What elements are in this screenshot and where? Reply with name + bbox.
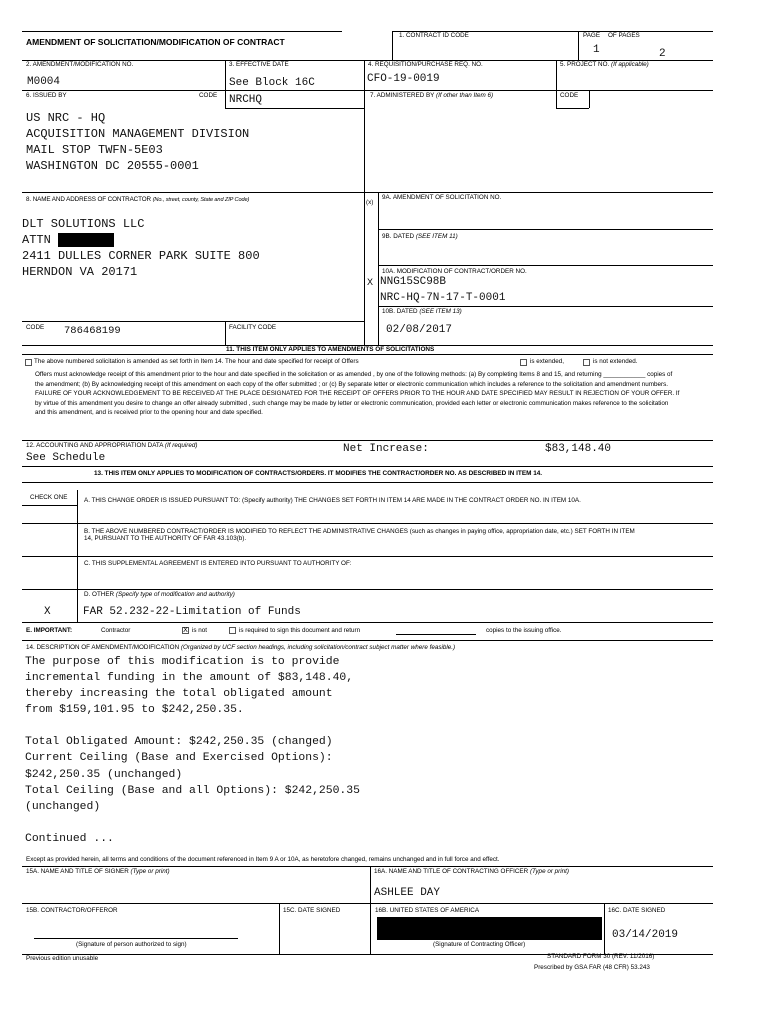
effective-date-label: 3. EFFECTIVE DATE bbox=[229, 61, 289, 68]
description-line: The purpose of this modification is to provide bbox=[25, 656, 340, 668]
form-border bbox=[378, 229, 713, 230]
form-border bbox=[22, 31, 342, 32]
facility-code-label: FACILITY CODE bbox=[229, 324, 277, 331]
contract-id-code-label: 1. CONTRACT ID CODE bbox=[399, 32, 469, 39]
issued-by-code: NRCHQ bbox=[229, 94, 263, 106]
is-required-checkbox[interactable] bbox=[229, 627, 236, 634]
contractor-address bbox=[22, 216, 260, 280]
form-border bbox=[225, 90, 226, 108]
not-extended-label: is not extended. bbox=[593, 358, 638, 365]
requisition-no-value: CFO-19-0019 bbox=[367, 73, 440, 85]
modification-dated-value: 02/08/2017 bbox=[386, 324, 453, 336]
form-border bbox=[378, 265, 713, 266]
page-number: 1 bbox=[593, 44, 600, 56]
contractor-city: HERNDON VA 20171 bbox=[22, 265, 138, 279]
issuer-line: ACQUISITION MANAGEMENT DIVISION bbox=[26, 127, 250, 141]
item13-option-a: A. THIS CHANGE ORDER IS ISSUED PURSUANT TO: (Specify authority) THE CHANGES SET FORTH IN ITEM 14 ARE MADE IN THE CONTRACT ORDER NO. IN ITEM 10A. bbox=[84, 497, 581, 504]
contractor-attn: ATTN bbox=[22, 233, 51, 247]
officer-date-signed-value: 03/14/2019 bbox=[612, 929, 679, 941]
requisition-no-label: 4. REQUISITION/PURCHASE REQ. NO. bbox=[368, 61, 483, 68]
form-border bbox=[578, 31, 579, 60]
form-border bbox=[589, 90, 590, 108]
description-line: incremental funding in the amount of $83,148.40, bbox=[25, 672, 354, 685]
item11-header: 11. THIS ITEM ONLY APPLIES TO AMENDMENTS OF SOLICITATIONS bbox=[226, 346, 435, 353]
description-label: 14. DESCRIPTION OF AMENDMENT/MODIFICATION (Organized by UCF section headings, including solicitation/contract subject matter where feasible.) bbox=[26, 644, 456, 651]
form-border bbox=[22, 556, 713, 557]
form-border bbox=[22, 482, 713, 483]
form-border bbox=[22, 622, 713, 623]
contract-no-value: NNG15SC98B bbox=[380, 276, 447, 288]
officer-signature-caption: (Signature of Contracting Officer) bbox=[433, 941, 526, 948]
net-increase-value: $83,148.40 bbox=[545, 443, 612, 455]
contractor-signature-line bbox=[34, 938, 238, 939]
administered-by-label: 7. ADMINISTERED BY (If other than Item 6) bbox=[370, 92, 494, 99]
option-d-x-mark: X bbox=[44, 606, 51, 618]
description-line: from $159,101.95 to $242,250.35. bbox=[25, 704, 244, 717]
description-line: Current Ceiling (Base and Exercised Options): bbox=[25, 752, 333, 765]
description-line: (unchanged) bbox=[25, 800, 101, 813]
issued-by-label: 6. ISSUED BY bbox=[26, 92, 67, 99]
form-border bbox=[22, 354, 713, 355]
contractor-code-value: 786468199 bbox=[64, 325, 121, 337]
amended-checkbox[interactable] bbox=[25, 359, 32, 366]
issuer-line: MAIL STOP TWFN-5E03 bbox=[26, 143, 163, 157]
option-d-authority: FAR 52.232-22-Limitation of Funds bbox=[83, 606, 301, 618]
redaction-box bbox=[377, 917, 602, 939]
description-text bbox=[25, 654, 360, 847]
contractor-date-signed-label: 15C. DATE SIGNED bbox=[283, 907, 341, 914]
check-one-label: CHECK ONE bbox=[30, 494, 68, 501]
modification-x-mark: X bbox=[367, 277, 374, 287]
x-column-label: (x) bbox=[366, 199, 374, 206]
form-border bbox=[22, 440, 713, 441]
form-border bbox=[556, 90, 557, 108]
form-border bbox=[370, 866, 371, 954]
form-border bbox=[22, 903, 713, 904]
issuer-line: US NRC - HQ bbox=[26, 111, 106, 125]
is-not-label: is not bbox=[192, 627, 208, 634]
amendment-no-label: 2. AMENDMENT/MODIFICATION NO. bbox=[26, 61, 134, 68]
form-border bbox=[556, 60, 557, 90]
united-states-label: 16B. UNITED STATES OF AMERICA bbox=[375, 907, 480, 914]
effective-date-value: See Block 16C bbox=[229, 77, 315, 89]
form-border bbox=[604, 903, 605, 954]
total-pages: 2 bbox=[659, 48, 666, 60]
description-line: Total Ceiling (Base and all Options): $242,250.35 bbox=[25, 784, 360, 797]
extended-checkbox[interactable] bbox=[520, 359, 527, 366]
form-title: AMENDMENT OF SOLICITATION/MODIFICATION OF CONTRACT bbox=[26, 37, 285, 47]
form-border bbox=[378, 306, 713, 307]
issuer-line: WASHINGTON DC 20555-0001 bbox=[26, 159, 199, 173]
net-increase-label: Net Increase: bbox=[343, 443, 429, 455]
contracting-officer-label: 16A. NAME AND TITLE OF CONTRACTING OFFICER (Type or print) bbox=[374, 868, 570, 875]
contractor-address-label: 8. NAME AND ADDRESS OF CONTRACTOR (No., street, county, State and ZIP Code) bbox=[26, 196, 250, 203]
form-border bbox=[22, 505, 77, 506]
item13-header: 13. THIS ITEM ONLY APPLIES TO MODIFICATION OF CONTRACTS/ORDERS. IT MODIFIES THE CONTRACT/ORDER NO. AS DESCRIBED IN ITEM 14. bbox=[94, 470, 543, 477]
description-line: thereby increasing the total obligated amount bbox=[25, 688, 333, 701]
is-not-checkbox[interactable]: X bbox=[183, 627, 188, 634]
item13-option-b: B. THE ABOVE NUMBERED CONTRACT/ORDER IS MODIFIED TO REFLECT THE ADMINISTRATIVE CHANGES (such as changes in paying office, appropriation date, etc.) SET FORTH IN ITEM 14, PURSUANT TO THE AUTHORITY OF FAR 43.103(b). bbox=[84, 528, 635, 542]
officer-signature-line bbox=[377, 939, 602, 940]
contractor-street: 2411 DULLES CORNER PARK SUITE 800 bbox=[22, 249, 260, 263]
is-required-label: is required to sign this document and return bbox=[239, 627, 361, 634]
officer-date-signed-label: 16C. DATE SIGNED bbox=[608, 907, 666, 914]
form-border bbox=[22, 466, 713, 467]
form-border bbox=[22, 523, 713, 524]
form-border bbox=[279, 903, 280, 954]
important-contractor: Contractor bbox=[101, 627, 131, 634]
accounting-data-label: 12. ACCOUNTING AND APPROPRIATION DATA (If required) bbox=[26, 442, 198, 449]
issued-by-code-label: CODE bbox=[199, 92, 218, 99]
item13-option-c: C. THIS SUPPLEMENTAL AGREEMENT IS ENTERED INTO PURSUANT TO AUTHORITY OF: bbox=[84, 560, 352, 567]
contracting-officer-name: ASHLEE DAY bbox=[374, 887, 441, 899]
form-border bbox=[22, 192, 713, 193]
contractor-offeror-label: 15B. CONTRACTOR/OFFEROR bbox=[26, 907, 118, 914]
description-line: Continued ... bbox=[25, 832, 114, 845]
copies-label: copies to the issuing office. bbox=[486, 627, 562, 634]
except-provided-text: Except as provided herein, all terms and conditions of the document referenced in Item 9 A or 10A, as heretofore changed, remains unchanged and in full force and effect. bbox=[26, 856, 500, 863]
prescribed-by: Prescribed by GSA FAR (48 CFR) 53.243 bbox=[534, 964, 650, 971]
description-line bbox=[25, 718, 360, 734]
accounting-data-value: See Schedule bbox=[26, 452, 106, 464]
project-no-label: 5. PROJECT NO. (If applicable) bbox=[560, 61, 649, 68]
contractor-name: DLT SOLUTIONS LLC bbox=[22, 217, 145, 231]
form-border bbox=[22, 589, 713, 590]
form-border bbox=[225, 321, 226, 345]
standard-form-id: STANDARD FORM 30 (REV. 11/2016) bbox=[547, 953, 655, 960]
form-border bbox=[364, 60, 365, 345]
signer-name-label: 15A. NAME AND TITLE OF SIGNER (Type or print) bbox=[26, 868, 170, 875]
administered-by-code-label: CODE bbox=[560, 92, 579, 99]
form-border bbox=[225, 60, 226, 90]
amendment-no-value: M0004 bbox=[27, 76, 61, 88]
contractor-signature-caption: (Signature of person authorized to sign) bbox=[76, 941, 187, 948]
page-label: PAGE bbox=[583, 32, 601, 39]
form-border bbox=[378, 192, 379, 345]
order-no-value: NRC-HQ-7N-17-T-0001 bbox=[380, 292, 506, 304]
not-extended-checkbox[interactable] bbox=[583, 359, 590, 366]
item11-instructions: Offers must acknowledge receipt of this amendment prior to the hour and date specified in the solicitation or as amended , by one of the following methods: (a) By completing Items 8 and 15, and returning ____________ copies of the amendment; (b) By acknowledging receipt of this amendment on each copy of the offer submitted ; or (c) By separate letter or electronic communication which includes a reference to the solicitation and amendment numbers. FAILURE OF YOUR ACKNOWLEDGEMENT TO BE RECEIVED AT THE PLACE DESIGNATED FOR THE RECEIPT OF OFFERS PRIOR TO THE HOUR AND DATE SPECIFIED MAY RESULT IN REJECTION OF YOUR OFFER. If by virtue of this amendment you desire to change an offer already submitted , such change may be made by letter or electronic communication, provided each letter or electronic communication makes reference to the solicitation and this amendment, and is received prior to the opening hour and date specified. bbox=[35, 371, 680, 417]
item11-text: The above numbered solicitation is amended as set forth in Item 14. The hour and date specified for receipt of Offers bbox=[34, 358, 359, 365]
form-border bbox=[22, 640, 713, 641]
contractor-code-label: CODE bbox=[26, 324, 45, 331]
description-line bbox=[25, 815, 360, 831]
form-border bbox=[22, 866, 713, 867]
copies-blank bbox=[396, 634, 476, 635]
of-pages-label: OF PAGES bbox=[608, 32, 640, 39]
solicitation-dated-label: 9B. DATED (SEE ITEM 11) bbox=[382, 233, 458, 240]
redaction-box bbox=[58, 233, 114, 247]
description-line: $242,250.35 (unchanged) bbox=[25, 768, 183, 781]
previous-edition-note: Previous edition unusable bbox=[26, 955, 99, 962]
form-border bbox=[225, 108, 364, 109]
description-line: Total Obligated Amount: $242,250.35 (changed) bbox=[25, 736, 333, 749]
item13-option-d: D. OTHER (Specify type of modification and authority) bbox=[84, 591, 235, 598]
form-border bbox=[22, 90, 713, 91]
form-border bbox=[392, 31, 393, 60]
important-label: E. IMPORTANT: bbox=[26, 627, 73, 634]
modification-of-contract-label: 10A. MODIFICATION OF CONTRACT/ORDER NO. bbox=[382, 268, 527, 275]
form-border bbox=[556, 108, 589, 109]
modification-dated-label: 10B. DATED (SEE ITEM 13) bbox=[382, 308, 462, 315]
issuer-address bbox=[26, 110, 249, 174]
amendment-of-solicitation-label: 9A. AMENDMENT OF SOLICITATION NO. bbox=[382, 194, 502, 201]
extended-label: is extended, bbox=[530, 358, 564, 365]
form-border bbox=[22, 321, 364, 322]
